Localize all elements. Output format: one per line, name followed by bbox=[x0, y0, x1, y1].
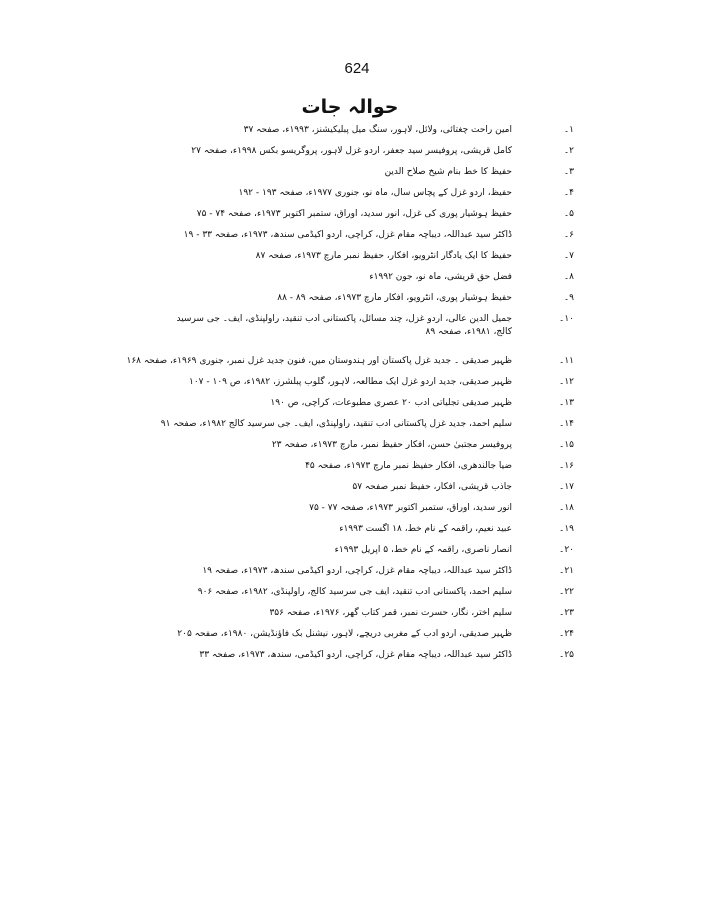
reference-item bbox=[170, 229, 574, 250]
reference-item bbox=[160, 418, 574, 439]
reference-text: امین راحت چغتائی، ولائل، لاہور، سنگ میل پبلیکیشنز، ۱۹۹۳ء، صفحہ ۳۷ bbox=[243, 125, 512, 135]
reference-item bbox=[126, 355, 574, 376]
reference-number: ۲۔ bbox=[563, 146, 574, 156]
reference-text: سلیم احمد، جدید غزل پاکستانی ادب تنقید، راولپنڈی، ایف۔ جی سرسید کالج ۱۹۸۲ء، صفحہ ۹۱ bbox=[160, 419, 512, 429]
reference-number: ۱۸۔ bbox=[559, 503, 574, 513]
reference-text: حفیظ ہوشیار پوری، انٹرویو، افکار مارچ ۱۹۷۳ء، صفحہ ۸۹ - ۸۸ bbox=[277, 293, 512, 303]
page-number: 624 bbox=[344, 60, 370, 77]
reference-number: ۹۔ bbox=[563, 293, 574, 303]
reference-text: فضل حق قریشی، ماہ نو، جون ۱۹۹۲ء bbox=[369, 272, 512, 282]
reference-text: پروفیسر مجتبیٰ حسن، افکار حفیظ نمبر، مارچ ۱۹۷۳ء، صفحہ ۲۳ bbox=[271, 440, 512, 450]
reference-item bbox=[170, 586, 574, 607]
reference-item bbox=[170, 523, 574, 544]
reference-text: ڈاکٹر سید عبداللہ، دیباچہ مقام غزل، کراچی، اردو اکیڈمی سندھ، ۱۹۷۳ء، صفحہ ۱۹ bbox=[202, 566, 512, 576]
reference-item bbox=[170, 292, 574, 313]
reference-number: ۱۵۔ bbox=[559, 440, 574, 450]
reference-number: ۱۲۔ bbox=[559, 377, 574, 387]
reference-number: ۳۔ bbox=[563, 167, 574, 177]
reference-number: ۲۳۔ bbox=[559, 608, 574, 618]
reference-number: ۵۔ bbox=[563, 209, 574, 219]
reference-number: ۶۔ bbox=[563, 230, 574, 240]
reference-number: ۱۹۔ bbox=[559, 524, 574, 534]
reference-number: ۱۳۔ bbox=[559, 398, 574, 408]
reference-number: ۴۔ bbox=[563, 188, 574, 198]
reference-number: ۷۔ bbox=[563, 251, 574, 261]
reference-number: ۲۴۔ bbox=[559, 629, 574, 639]
reference-text: عبید نعیم، راقمہ کے نام خط، ۱۸ اگست ۱۹۹۳ء bbox=[339, 524, 512, 534]
reference-number: ۱۰۔ bbox=[559, 314, 574, 324]
reference-item bbox=[170, 208, 574, 229]
reference-item bbox=[170, 124, 574, 145]
reference-text: سلیم اختر، نگار، حسرت نمبر، قمر کتاب گھر، ۱۹۷۶ء، صفحہ ۳۵۶ bbox=[269, 608, 512, 618]
reference-item bbox=[170, 460, 574, 481]
reference-number: ۲۵۔ bbox=[559, 650, 574, 660]
reference-text: حفیظ کا خط بنام شیخ صلاح الدین bbox=[384, 167, 512, 177]
reference-item bbox=[170, 187, 574, 208]
reference-number: ۸۔ bbox=[563, 272, 574, 282]
reference-item bbox=[170, 166, 574, 187]
reference-item bbox=[170, 439, 574, 460]
reference-text: انور سدید، اوراق، ستمبر اکتوبر ۱۹۷۳ء، صفحہ ۷۷ - ۷۵ bbox=[309, 503, 512, 513]
reference-number: ۱۶۔ bbox=[559, 461, 574, 471]
reference-item bbox=[170, 145, 574, 166]
reference-number: ۱۴۔ bbox=[559, 419, 574, 429]
reference-number: ۱۱۔ bbox=[559, 356, 574, 366]
reference-text: ظہیر صدیقی ۔ جدید غزل پاکستان اور ہندوستان میں، فنون جدید غزل نمبر، جنوری ۱۹۶۹ء، صفحہ ۱۶۸ bbox=[126, 356, 512, 366]
reference-number: ۲۱۔ bbox=[559, 566, 574, 576]
reference-number: ۲۲۔ bbox=[559, 587, 574, 597]
reference-text: ضیا جالندھری، افکار حفیظ نمبر مارچ ۱۹۷۳ء، صفحہ ۴۵ bbox=[305, 461, 512, 471]
page-title: حوالہ جات bbox=[301, 96, 399, 118]
reference-item bbox=[170, 502, 574, 523]
reference-text: ظہیر صدیقی، اردو ادب کے مغربی دریچے، لاہور، نیشنل بک فاؤنڈیشن، ۱۹۸۰ء، صفحہ ۲۰۵ bbox=[177, 629, 512, 639]
reference-text: حفیظ کا ایک یادگار انٹرویو، افکار، حفیظ نمبر مارچ ۱۹۷۳ء، صفحہ ۸۷ bbox=[255, 251, 512, 261]
reference-text: ڈاکٹر سید عبداللہ، دیباچہ مقام غزل، کراچی، اردو اکیڈمی سندھ، ۱۹۷۳ء، صفحہ ۳۳ - ۱۹ bbox=[183, 230, 512, 240]
reference-item bbox=[170, 544, 574, 565]
references-list bbox=[126, 124, 574, 670]
reference-item bbox=[170, 313, 574, 355]
reference-number: ۱۷۔ bbox=[559, 482, 574, 492]
reference-number: ۲۰۔ bbox=[559, 545, 574, 555]
reference-text: کامل قریشی، پروفیسر سید جعفر، اردو غزل لاہور، پروگریسو بکس ۱۹۹۸ء، صفحہ ۲۷ bbox=[191, 146, 512, 156]
reference-text: حفیظ ہوشیار پوری کی غزل، انور سدید، اوراق، ستمبر اکتوبر ۱۹۷۳ء، صفحہ ۷۴ - ۷۵ bbox=[196, 209, 512, 219]
reference-item bbox=[170, 271, 574, 292]
reference-item bbox=[170, 628, 574, 649]
reference-text: ڈاکٹر سید عبداللہ، دیباچہ مقام غزل، کراچی، اردو اکیڈمی، سندھ، ۱۹۷۳ء، صفحہ ۳۳ bbox=[199, 650, 512, 660]
reference-item bbox=[170, 481, 574, 502]
reference-text: حفیظ، اردو غزل کے پچاس سال، ماہ نو، جنوری ۱۹۷۷ء، صفحہ ۱۹۳ - ۱۹۲ bbox=[238, 188, 512, 198]
reference-text: ظہیر صدیقی، جدید اردو غزل ایک مطالعہ، لاہور، گلوب پبلشرز، ۱۹۸۲ء، ص ۱۰۹ - ۱۰۷ bbox=[188, 377, 512, 387]
reference-item bbox=[170, 649, 574, 670]
reference-item bbox=[170, 565, 574, 586]
reference-text: انصار ناصری، راقمہ کے نام خط، ۵ اپریل ۱۹۹۳ء bbox=[334, 545, 512, 555]
reference-item bbox=[170, 376, 574, 397]
reference-text: جمیل الدین عالی، اردو غزل، چند مسائل، پاکستانی ادب تنقید، راولپنڈی، ایف۔ جی سرسید کالج، ۱۹۸۱ء، صفحہ ۸۹ bbox=[176, 314, 512, 337]
reference-item bbox=[170, 250, 574, 271]
reference-text: سلیم احمد، پاکستانی ادب تنقید، ایف جی سرسید کالج، راولپنڈی، ۱۹۸۲ء، صفحہ ۹۰۶ bbox=[197, 587, 512, 597]
reference-item bbox=[170, 607, 574, 628]
reference-item bbox=[170, 397, 574, 418]
reference-text: جاذب قریشی، افکار، حفیظ نمبر صفحہ ۵۷ bbox=[352, 482, 512, 492]
reference-number: ۱۔ bbox=[563, 125, 574, 135]
reference-text: ظہیر صدیقی تجلیاتی ادب ۲۰ عصری مطبوعات، کراچی، ص ۱۹۰ bbox=[270, 398, 512, 408]
